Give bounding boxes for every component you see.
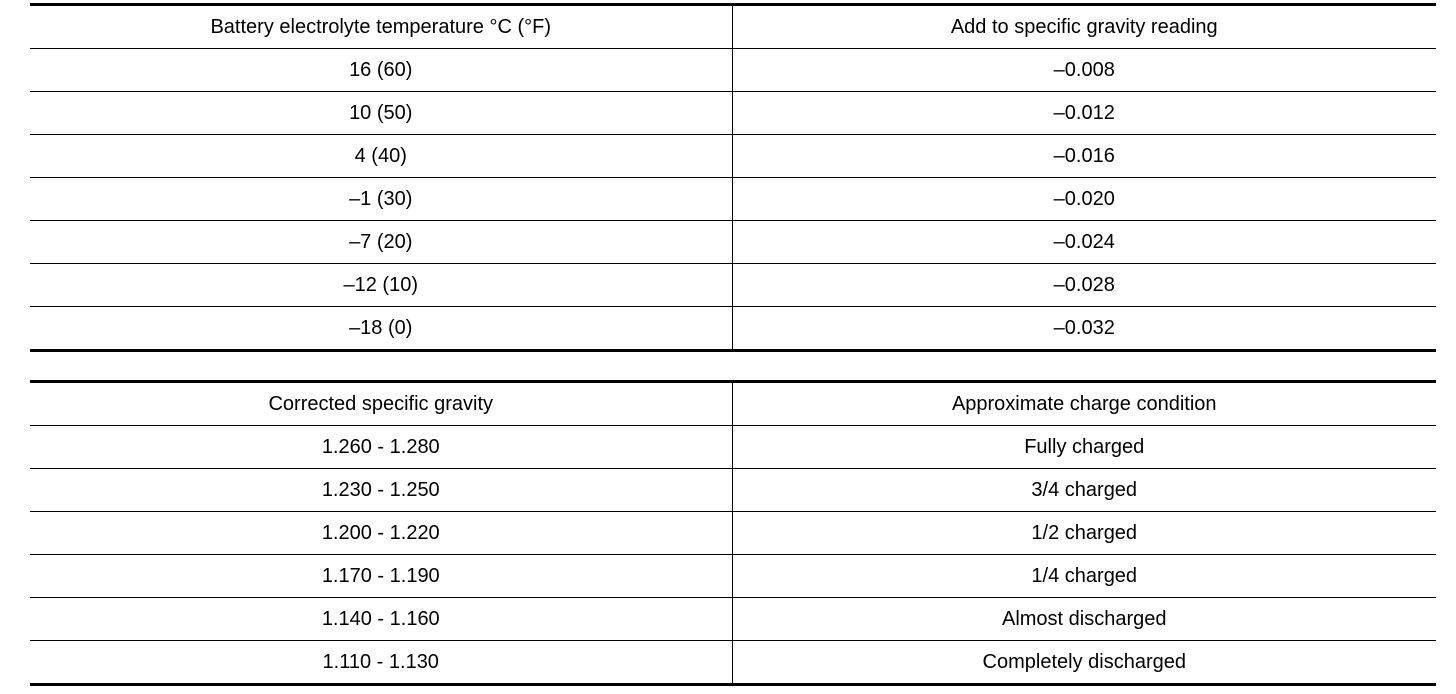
table-row: [30, 555, 1436, 598]
correction-cell: –0.032: [732, 307, 1436, 351]
charge-condition-cell: 1/4 charged: [732, 555, 1436, 598]
table-row: [30, 512, 1436, 555]
temperature-cell: 16 (60): [30, 49, 732, 92]
table-row: [30, 307, 1436, 351]
table-row: [30, 92, 1436, 135]
correction-cell: –0.008: [732, 49, 1436, 92]
table-row: [30, 641, 1436, 685]
temperature-cell: –7 (20): [30, 221, 732, 264]
table-row: [30, 264, 1436, 307]
temperature-cell: –1 (30): [30, 178, 732, 221]
charge-condition-cell: Completely discharged: [732, 641, 1436, 685]
table-header-row: [30, 382, 1436, 426]
correction-cell: –0.028: [732, 264, 1436, 307]
table-row: [30, 49, 1436, 92]
table-row: [30, 426, 1436, 469]
column-header-charge-condition: Approximate charge condition: [732, 382, 1436, 426]
column-header-specific-gravity: Corrected specific gravity: [30, 382, 732, 426]
specific-gravity-cell: 1.170 - 1.190: [30, 555, 732, 598]
column-header-temperature: Battery electrolyte temperature °C (°F): [30, 5, 732, 49]
column-header-correction: Add to specific gravity reading: [732, 5, 1436, 49]
specific-gravity-cell: 1.110 - 1.130: [30, 641, 732, 685]
specific-gravity-cell: 1.230 - 1.250: [30, 469, 732, 512]
charge-condition-cell: Fully charged: [732, 426, 1436, 469]
table-row: [30, 221, 1436, 264]
temperature-cell: –18 (0): [30, 307, 732, 351]
table-row: [30, 135, 1436, 178]
table-row: [30, 178, 1436, 221]
table-row: [30, 469, 1436, 512]
specific-gravity-cell: 1.140 - 1.160: [30, 598, 732, 641]
specific-gravity-cell: 1.200 - 1.220: [30, 512, 732, 555]
temperature-cell: 4 (40): [30, 135, 732, 178]
charge-condition-table: [30, 380, 1436, 686]
table-row: [30, 598, 1436, 641]
correction-cell: –0.020: [732, 178, 1436, 221]
temperature-cell: 10 (50): [30, 92, 732, 135]
charge-condition-cell: 1/2 charged: [732, 512, 1436, 555]
correction-cell: –0.024: [732, 221, 1436, 264]
charge-condition-cell: 3/4 charged: [732, 469, 1436, 512]
specific-gravity-cell: 1.260 - 1.280: [30, 426, 732, 469]
table-header-row: [30, 5, 1436, 49]
charge-condition-cell: Almost discharged: [732, 598, 1436, 641]
correction-cell: –0.016: [732, 135, 1436, 178]
temperature-cell: –12 (10): [30, 264, 732, 307]
correction-cell: –0.012: [732, 92, 1436, 135]
temperature-correction-table: [30, 3, 1436, 352]
